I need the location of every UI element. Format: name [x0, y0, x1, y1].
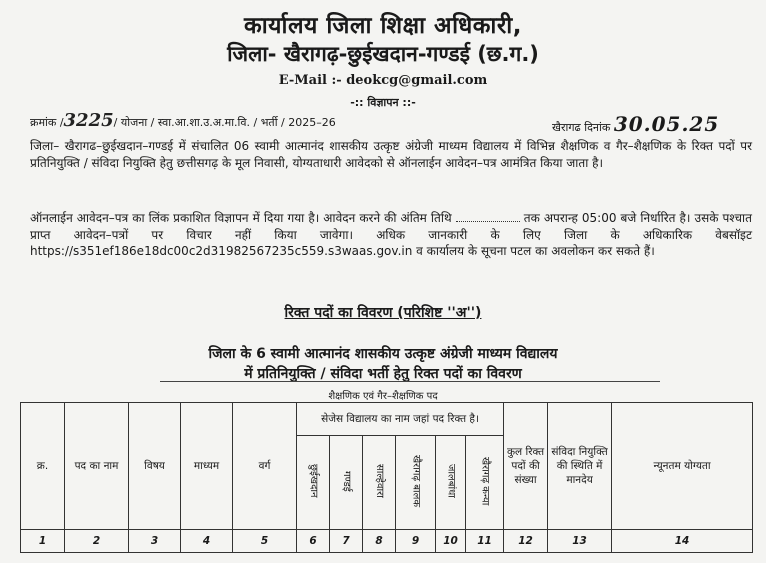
header-subject: विषय: [129, 403, 181, 530]
col-num: 1: [21, 530, 65, 553]
header-school-2: गण्डई: [330, 436, 363, 530]
col-num: 13: [548, 530, 612, 553]
col-num: 6: [297, 530, 330, 553]
divider: [160, 381, 660, 382]
header-school-1: छुईखदान: [297, 436, 330, 530]
paragraph-intro: जिला– खैरागढ–छुईखदान–गण्डई में संचालित 06 स्वामी आत्मानंद शासकीय उत्कृष्ट अंग्रेजी माध्यम विद्यालय में विभिन्न शैक्षणिक व गैर–शैक्षणिक के रिक्त पदों पर प्रतिनियुक्ति / संविदा नियुक्ति हेतु छत्तीसगढ़ के मूल निवासी, योग्यताधारी आवेदको से ऑनलाईन आवेदन–पत्र आमंत्रित किया जाता है।: [30, 139, 752, 170]
vacancy-table: [20, 402, 753, 553]
office-email: E-Mail :- deokcg@gmail.com: [278, 73, 488, 88]
col-num: 14: [612, 530, 753, 553]
header-total: कुल रिक्त पदों की संख्या: [504, 403, 548, 530]
header-serial: क्र.: [21, 403, 65, 530]
vacancy-subheading: [0, 303, 766, 322]
reference-prefix: क्रमांक /: [30, 116, 64, 129]
header-school-4: खैरागढ़ बालक: [396, 436, 436, 530]
paragraph-website-text: तक अपरान्ह 05:00 बजे निर्धारित है। उसके पश्चात प्राप्त आवेदन–पत्रों पर विचार नहीं किया जावेगा। अधिक जानकारी के लिए जिला के अधिकारिक वेबसॉइट https://s351ef186e18dc00c2d31982567235c559.s3waas.gov.in व कार्यालय के सूचना पटल का अवलोकन कर सकते हैं।: [30, 211, 752, 258]
header-school-5: जालबांधा: [436, 436, 466, 530]
col-num: 11: [466, 530, 504, 553]
vacancy-subheading-text: रिक्त पदों का विवरण (परिशिष्ट ''अ''): [284, 305, 482, 321]
table-title-line1: जिला के 6 स्वामी आत्मानंद शासकीय उत्कृष्ट अंग्रेजी माध्यम विद्यालय: [208, 346, 558, 362]
notice-label: -:: विज्ञापन ::-: [350, 96, 416, 109]
col-num: 9: [396, 530, 436, 553]
header-medium: माध्यम: [181, 403, 233, 530]
col-num: 8: [363, 530, 396, 553]
header-qualification: न्यूनतम योग्यता: [612, 403, 753, 530]
col-num: 10: [436, 530, 466, 553]
date-prefix: खैरागढ दिनांक: [552, 121, 611, 134]
header-contract: संविदा नियुक्ति की स्थिति में मानदेय: [548, 403, 612, 530]
reference-suffix: / योजना / स्वा.आ.शा.उ.अ.मा.वि. / भर्ती / 2025–26: [113, 116, 336, 129]
post-category: शैक्षणिक एवं गैर–शैक्षणिक पद: [328, 391, 438, 402]
header-post-name: पद का नाम: [65, 403, 129, 530]
notice-date: [552, 112, 719, 136]
col-num: 2: [65, 530, 129, 553]
date-handwritten-value: 30.05.25: [613, 112, 720, 136]
reference-handwritten-number: 3225: [63, 110, 114, 131]
col-num: 7: [330, 530, 363, 553]
header-school-3: साल्हेवारा: [363, 436, 396, 530]
col-num: 5: [233, 530, 297, 553]
col-num: 12: [504, 530, 548, 553]
office-title: कार्यालय जिला शिक्षा अधिकारी,: [244, 13, 522, 39]
col-num: 3: [129, 530, 181, 553]
reference-number: [30, 110, 336, 131]
paragraph-application: [30, 210, 752, 260]
column-number-row: [21, 530, 753, 553]
header-school-group: सेजेस विद्यालय का नाम जहां पद रिक्त है।: [297, 403, 504, 436]
col-num: 4: [181, 530, 233, 553]
header-school-6: खैरागढ़ कन्या: [466, 436, 504, 530]
header-class: वर्ग: [233, 403, 297, 530]
table-title-line2: में प्रतिनियुक्ति / संविदा भर्ती हेतु रिक्त पदों का विवरण: [244, 366, 522, 382]
paragraph-deadline-text: ऑनलाईन आवेदन–पत्र का लिंक प्रकाशित विज्ञापन में दिया गया है। आवेदन करने की अंतिम तिथि: [30, 211, 452, 225]
district-title: जिला- खैरागढ़-छुईखदान-गण्डई (छ.ग.): [227, 42, 539, 66]
deadline-blank: [456, 221, 520, 222]
